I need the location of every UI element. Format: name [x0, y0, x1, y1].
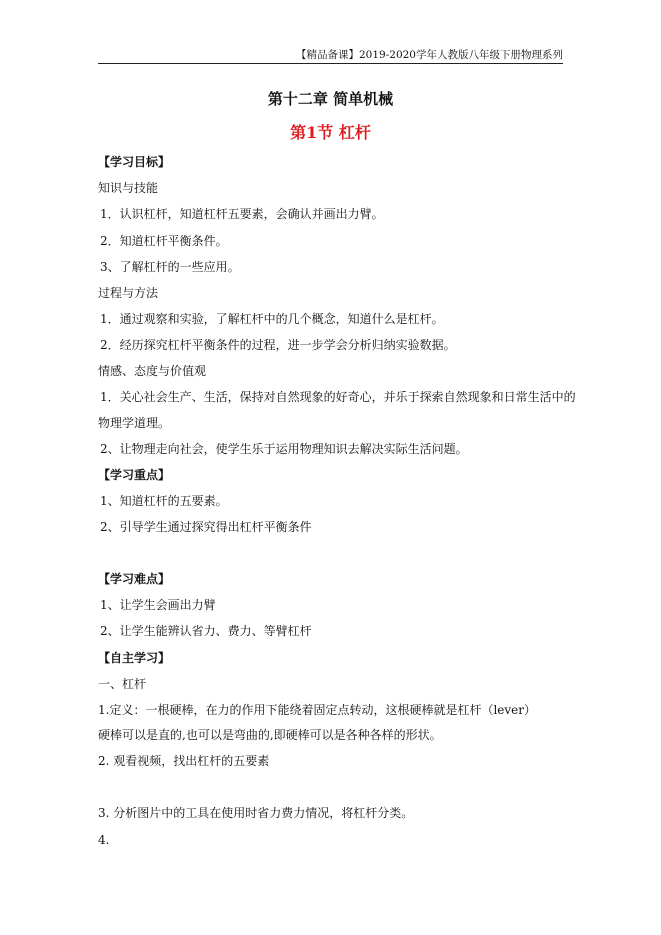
text-line: 4.: [98, 833, 110, 847]
subheading-attitude-values: 情感、态度与价值观: [98, 364, 207, 378]
text-line: 3. 分析图片中的工具在使用时省力费力情况，将杠杆分类。: [98, 806, 414, 820]
learning-objectives-heading: 【学习目标】: [98, 155, 171, 169]
difficulties-heading: 【学习难点】: [98, 572, 171, 586]
text-line: 硬棒可以是直的,也可以是弯曲的,即硬棒可以是各种各样的形状。: [98, 728, 442, 742]
page-header: 【精品备课】2019-2020学年人教版八年级下册物理系列: [296, 49, 563, 61]
subheading-process-method: 过程与方法: [98, 286, 159, 300]
text-line: 1、让学生会画出力臂: [100, 598, 216, 612]
text-line: 1.定义：一根硬棒，在力的作用下能绕着固定点转动，这根硬棒就是杠杆（lever）: [98, 703, 537, 717]
text-line: 2、让学生能辨认省力、费力、等臂杠杆: [100, 624, 312, 638]
header-divider: [98, 63, 563, 64]
chapter-title: 第十二章 简单机械: [267, 90, 394, 108]
self-study-heading: 【自主学习】: [98, 651, 171, 665]
text-line: 1．通过观察和实验，了解杠杆中的几个概念，知道什么是杠杆。: [100, 312, 444, 326]
key-points-heading: 【学习重点】: [98, 468, 171, 482]
text-line: 1、知道杠杆的五要素。: [100, 494, 228, 508]
text-line: 物理学道理。: [98, 416, 171, 430]
text-line: 2、引导学生通过探究得出杠杆平衡条件: [100, 520, 312, 534]
text-line: 2、让物理走向社会，使学生乐于运用物理知识去解决实际生活问题。: [100, 442, 468, 456]
text-line: 1．关心社会生产、生活，保持对自然现象的好奇心，并乐于探索自然现象和日常生活中的: [100, 390, 576, 404]
text-line: 2. 观看视频，找出杠杆的五要素: [98, 754, 270, 768]
text-line: 2．知道杠杆平衡条件。: [100, 234, 228, 248]
subheading-knowledge-skills: 知识与技能: [98, 181, 159, 195]
section-title: 第1节 杠杆: [290, 123, 371, 142]
text-line: 1．认识杠杆，知道杠杆五要素，会确认并画出力臂。: [100, 207, 384, 221]
text-line: 2．经历探究杠杆平衡条件的过程，进一步学会分析归纳实验数据。: [100, 338, 456, 352]
text-line: 3、了解杠杆的一些应用。: [100, 260, 240, 274]
subheading-lever: 一、杠杆: [98, 677, 147, 691]
